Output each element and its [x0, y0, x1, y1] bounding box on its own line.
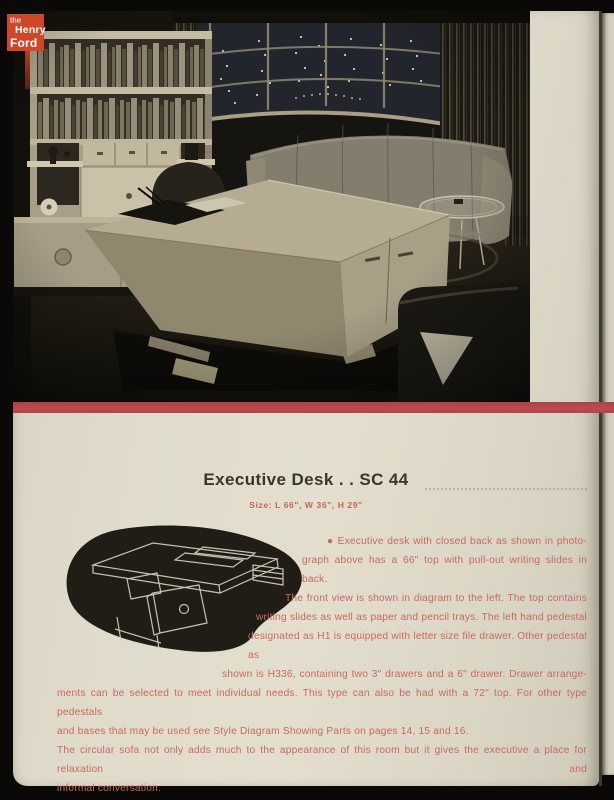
henry-ford-logo	[7, 14, 44, 51]
body-line: shown is H336, containing two 3" drawers and a 6" drawer. Drawer arrange-	[222, 669, 587, 680]
page-title: Executive Desk . . SC 44	[203, 470, 409, 489]
next-page-edge	[602, 13, 614, 775]
body-line: informal conversation.	[57, 783, 162, 794]
logo-word-henry: Henry	[15, 24, 46, 36]
red-accent-stripe	[13, 402, 614, 413]
body-line: ● Executive desk with closed back as shown in photo-	[327, 536, 587, 547]
body-line: writing slides as well as paper and pencil trays. The left hand pedestal	[256, 612, 587, 623]
logo-word-the: the	[10, 16, 22, 25]
body-line: and bases that may be used see Style Diagram Showing Parts on pages 14, 15 and 16.	[57, 726, 469, 737]
body-line: ments can be selected to meet individual needs. This type can also be had with a 72" top. For other type pedestals	[57, 688, 587, 718]
body-line: graph above has a 66" top with pull-out writing slides in back.	[302, 555, 587, 585]
body-line: designated as H1 is equipped with letter size file drawer. Other pedestal as	[248, 631, 587, 661]
logo-ribbon	[25, 51, 30, 89]
size-specification: Size: L 66", W 36", H 29"	[249, 500, 363, 510]
binding-stitch-marks	[425, 488, 587, 490]
description-text	[57, 532, 587, 798]
body-line: The circular sofa not only adds much to the appearance of this room but it gives the executive a place for relaxation and	[57, 745, 587, 775]
photo-vignette	[13, 11, 530, 402]
body-line: The front view is shown in diagram to the left. The top contains	[285, 593, 587, 604]
logo-word-ford: Ford	[10, 35, 38, 50]
office-photo	[13, 11, 530, 402]
catalog-page	[10, 11, 599, 794]
